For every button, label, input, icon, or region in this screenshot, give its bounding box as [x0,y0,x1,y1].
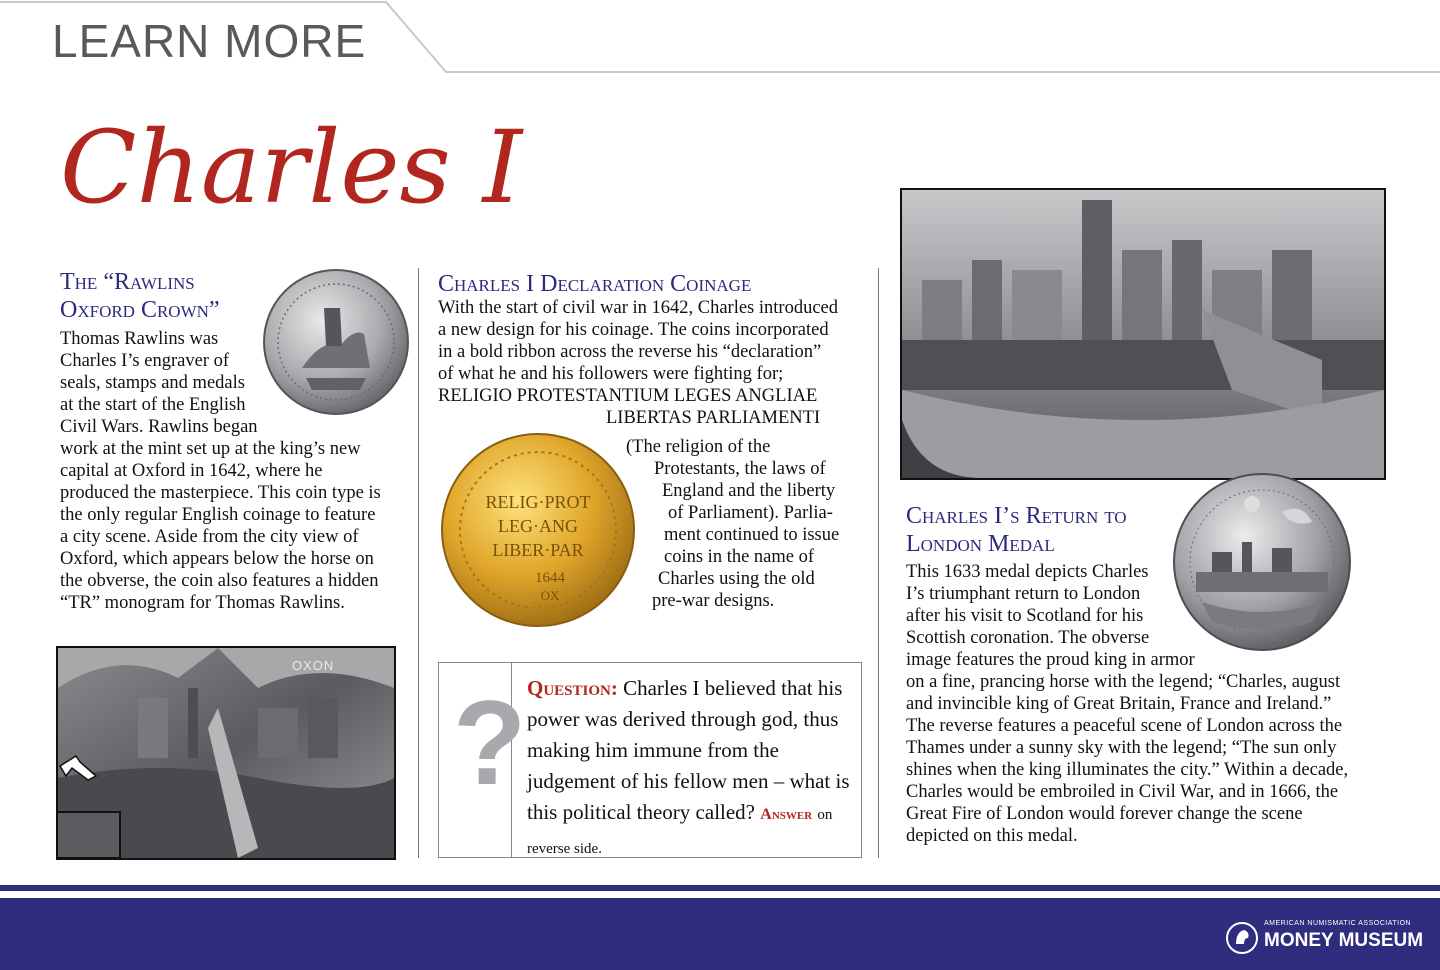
rawlins-line: at the start of the English [60,395,246,415]
coin-mint: OX [540,588,560,603]
london-line: Scottish coronation. The obverse [906,628,1150,648]
declaration-paragraph-side [620,436,860,612]
declaration-paragraph-top [438,297,868,429]
london-scene-illustration [902,190,1384,478]
declaration-line: coins in the name of [664,547,815,567]
answer-suffix: on reverse side. [527,807,833,857]
question-text [527,673,853,865]
london-line: Great Fire of London would forever change the scene [906,804,1303,824]
coin-date: 1644 [535,570,565,586]
london-line: The reverse features a peaceful scene of London across the [906,716,1343,736]
coin-ribbon-line-2: LEG·ANG [498,516,578,536]
declaration-line: of Parliament). Parlia- [668,503,833,523]
oxford-city-detail-photo [56,646,396,860]
museum-logo-icon [1226,922,1258,954]
footer-stripe [0,885,1440,891]
oxford-detail-illustration [58,648,394,858]
logo-org-small: AMERICAN NUMISMATIC ASSOCIATION [1264,920,1412,927]
declaration-line: Charles using the old [658,569,815,589]
rawlins-line: work at the mint set up at the king’s new [60,439,361,459]
money-museum-logo[interactable] [1226,920,1426,960]
coin-ribbon-line-1: RELIG·PROT [485,492,591,512]
london-line: on a fine, prancing horse with the legend; “Charles, august [906,672,1341,692]
declaration-line: ment continued to issue [664,525,840,545]
declaration-gold-coin [440,432,636,628]
rawlins-line: produced the masterpiece. This coin type is [60,483,381,503]
rawlins-line: Thomas Rawlins was [60,329,219,349]
declaration-line: of what he and his followers were fighting for; [438,364,784,384]
rawlins-line: Civil Wars. Rawlins began [60,417,258,437]
question-mark-icon: ? [453,676,527,810]
london-line: and invincible king of Great Britain, France and Ireland.” [906,694,1332,714]
london-line: Thames under a sunny sky with the legend; “The sun only [906,738,1337,758]
page-title: Charles I [60,109,523,226]
question-body: Charles I believed that his power was derived through god, thus making him immune from the judgement of his fellow men – what is this political theory called? [527,676,850,824]
declaration-line: in a bold ribbon across the reverse his “declaration” [438,342,822,362]
london-medal-reverse-photo [900,188,1386,480]
rawlins-line: the obverse, the coin also features a hidden [60,571,379,591]
rawlins-heading [60,268,260,324]
london-line: after his visit to Scotland for his [906,606,1144,626]
declaration-line: RELIGIO PROTESTANTIUM LEGES ANGLIAE [438,386,818,406]
rawlins-line: seals, stamps and medals [60,373,245,393]
declaration-line: (The religion of the [626,437,771,457]
declaration-line: Protestants, the laws of [654,459,826,479]
rawlins-line: Charles I’s engraver of [60,351,230,371]
footer-band [0,898,1440,970]
london-medal-heading-line2: London Medal [906,531,1055,557]
london-medal-heading-line1: Charles I’s Return to [906,503,1127,529]
declaration-line: a new design for his coinage. The coins incorporated [438,320,829,340]
rawlins-line: Oxford, which appears below the horse on [60,549,374,569]
column-divider-2 [878,268,879,858]
declaration-line: England and the liberty [662,481,836,501]
declaration-line: With the start of civil war in 1642, Charles introduced [438,298,838,318]
answer-label: Answer [760,806,813,823]
question-mark-column [439,663,527,857]
rawlins-heading-line2: Oxford Crown” [60,297,220,323]
oxon-label: OXON [292,658,335,673]
declaration-heading: Charles I Declaration Coinage [438,271,752,297]
header-label: LEARN MORE [52,15,367,67]
rawlins-line: the only regular English coinage to feature [60,505,376,525]
london-line: shines when the king illuminates the city.” Within a decade, [906,760,1349,780]
declaration-line: LIBERTAS PARLIAMENTI [606,408,821,428]
london-line: I’s triumphant return to London [906,584,1141,604]
question-label: Question: [527,676,618,700]
london-line: This 1633 medal depicts Charles [906,562,1149,582]
logo-org-big: MONEY MUSEUM [1264,930,1424,951]
rawlins-heading-line1: The “Rawlins [60,269,195,295]
rawlins-line: “TR” monogram for Thomas Rawlins. [60,593,345,613]
rawlins-line: a city scene. Aside from the city view of [60,527,359,547]
london-line: Charles would be embroiled in Civil War, and in 1666, the [906,782,1339,802]
london-medal-paragraph [906,561,1386,847]
column-divider-1 [418,268,419,858]
coin-ribbon-line-3: LIBER·PAR [492,540,584,560]
rawlins-line: capital at Oxford in 1642, where he [60,461,323,481]
rawlins-paragraph [60,328,410,614]
question-box [438,662,862,858]
london-line: depicted on this medal. [906,826,1078,846]
london-line: image features the proud king in armor [906,650,1195,670]
declaration-line: pre-war designs. [652,591,775,611]
london-medal-heading [906,502,1176,558]
